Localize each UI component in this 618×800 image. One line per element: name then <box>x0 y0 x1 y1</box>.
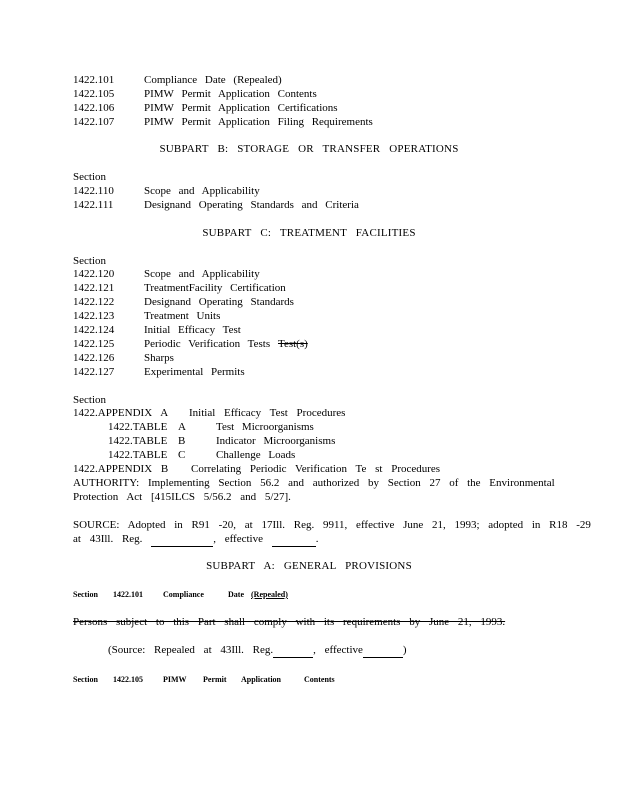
source-reg-text: at 43Ill. Reg. <box>73 533 143 545</box>
source-repealed-text: (Source: Repealed at 43Ill. Reg. <box>108 644 274 656</box>
toc-entry-number: 1422.111 <box>73 199 114 211</box>
heading-101-section: Section <box>73 590 98 599</box>
heading-105-w4: Contents <box>304 675 335 684</box>
toc-entry-number: 1422.121 <box>73 282 115 294</box>
table-title: Indicator Microorganisms <box>216 435 336 447</box>
toc-entry-number: 1422.107 <box>73 116 115 128</box>
toc-entry-title: Sharps <box>144 352 174 364</box>
table-title: Challenge Loads <box>216 449 296 461</box>
source-repealed-effective: , effective <box>313 644 363 656</box>
toc-entry-number: 1422.106 <box>73 102 115 114</box>
section-label-c: Section <box>73 255 106 267</box>
source-line-1: SOURCE: Adopted in R91 -20, at 17Ill. Reg. 9911, effective June 21, 1993; adopted in R18 -29 <box>73 519 591 531</box>
section-label-appendix: Section <box>73 394 106 406</box>
toc-entry-number: 1422.124 <box>73 324 115 336</box>
appendix-a-title: Initial Efficacy Test Procedures <box>189 407 346 419</box>
heading-105-w3: Application <box>241 675 282 684</box>
toc-entry-number: 1422.125 <box>73 338 115 350</box>
heading-101-date: Date <box>228 590 244 599</box>
toc-entry-title: PIMW Permit Application Filing Requirements <box>144 116 373 128</box>
toc-entry-number: 1422.123 <box>73 310 115 322</box>
toc-entry-title: Designand Operating Standards and Criteria <box>144 199 359 211</box>
subpart-b-heading: SUBPART B: STORAGE OR TRANSFER OPERATIONS <box>159 143 459 155</box>
toc-entry-title: Designand Operating Standards <box>144 296 294 308</box>
heading-105-section: Section <box>73 675 98 684</box>
repealed-effective-blank <box>363 643 403 658</box>
heading-105-w2: Permit <box>203 675 227 684</box>
table-letter: B <box>178 435 186 447</box>
toc-entry-number: 1422.127 <box>73 366 115 378</box>
toc-entry-title: Compliance Date (Repealed) <box>144 74 282 86</box>
table-name: 1422.TABLE <box>108 435 168 447</box>
authority-line-2: Protection Act [415ILCS 5/56.2 and 5/27]. <box>73 491 291 503</box>
effective-blank <box>272 532 316 547</box>
source-period: . <box>315 533 319 545</box>
source-repealed-close: ) <box>402 644 407 656</box>
subpart-a-heading: SUBPART A: GENERAL PROVISIONS <box>206 560 412 572</box>
toc-entry-title: Initial Efficacy Test <box>144 324 241 336</box>
table-letter: A <box>178 421 186 433</box>
table-name: 1422.TABLE <box>108 449 168 461</box>
heading-101-title: Compliance <box>163 590 204 599</box>
toc-entry-number: 1422.126 <box>73 352 115 364</box>
toc-entry-title: Experimental Permits <box>144 366 245 378</box>
toc-entry-title: TreatmentFacility Certification <box>144 282 286 294</box>
heading-101-repealed: (Repealed) <box>251 590 288 599</box>
toc-entry-title: PIMW Permit Application Contents <box>144 88 317 100</box>
toc-entry-title: Treatment Units <box>144 310 221 322</box>
toc-entry-number: 1422.110 <box>73 185 114 197</box>
toc-entry-struck-text: Test(s) <box>278 338 308 350</box>
heading-1422-105 <box>73 673 335 687</box>
heading-105-w1: PIMW <box>163 675 187 684</box>
authority-line-1: AUTHORITY: Implementing Section 56.2 and authorized by Section 27 of the Environmental <box>73 477 555 489</box>
section-label-b: Section <box>73 171 106 183</box>
appendix-b-label: 1422.APPENDIX B <box>73 463 169 475</box>
toc-entry-number: 1422.122 <box>73 296 115 308</box>
heading-101-num: 1422.101 <box>113 590 143 599</box>
source-line-2 <box>73 532 318 547</box>
appendix-a-label: 1422.APPENDIX A <box>73 407 169 419</box>
toc-entry-number: 1422.101 <box>73 74 115 86</box>
repealed-reg-blank <box>273 643 313 658</box>
table-letter: C <box>178 449 186 461</box>
repealed-paragraph: Persons subject to this Part shall comply with its requirements by June 21, 1993. <box>73 616 506 628</box>
source-effective-text: , effective <box>213 533 263 545</box>
heading-105-num: 1422.105 <box>113 675 143 684</box>
toc-entry-title: PIMW Permit Application Certifications <box>144 102 338 114</box>
source-repealed-line <box>108 643 407 658</box>
subpart-c-heading: SUBPART C: TREATMENT FACILITIES <box>202 227 416 239</box>
reg-blank <box>151 532 213 547</box>
toc-entry-title: Periodic Verification Tests <box>144 338 271 350</box>
toc-entry-number: 1422.120 <box>73 268 115 280</box>
heading-1422-101 <box>73 588 288 602</box>
toc-entry-number: 1422.105 <box>73 88 115 100</box>
toc-entry-title: Scope and Applicability <box>144 268 260 280</box>
table-title: Test Microorganisms <box>216 421 314 433</box>
appendix-b-title: Correlating Periodic Verification Te st Procedures <box>191 463 441 475</box>
table-name: 1422.TABLE <box>108 421 168 433</box>
toc-entry-title: Scope and Applicability <box>144 185 260 197</box>
